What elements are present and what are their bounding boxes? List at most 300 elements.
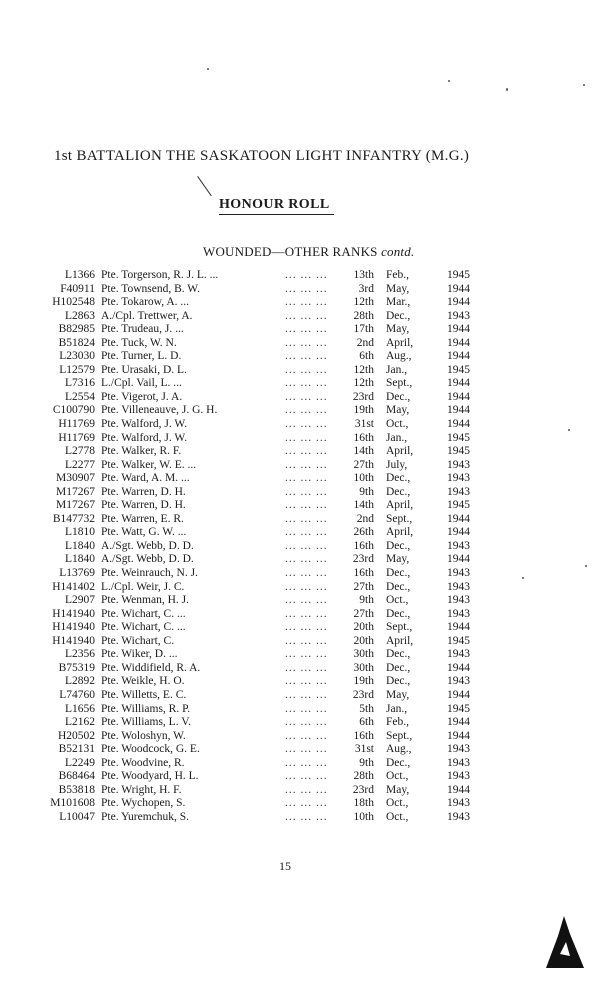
leader-dots: ... ... ... — [285, 323, 328, 336]
roll-entry — [0, 459, 611, 473]
wound-day: 30th — [353, 661, 374, 674]
wound-month: April, — [386, 445, 414, 458]
wound-day: 12th — [353, 296, 374, 309]
roll-entry — [0, 567, 611, 581]
service-number: L2863 — [64, 309, 95, 322]
roll-entry — [0, 797, 611, 811]
leader-dots: ... ... ... — [285, 661, 328, 674]
section-heading — [203, 244, 414, 260]
leader-dots: ... ... ... — [285, 363, 328, 376]
wound-year: 1943 — [447, 797, 470, 810]
page-title: 1st BATTALION THE SASKATOON LIGHT INFANTRY (M.G.) — [54, 148, 470, 164]
wound-day: 27th — [353, 607, 374, 620]
wound-year: 1944 — [447, 323, 470, 336]
wound-day: 2nd — [356, 512, 374, 525]
wound-year: 1943 — [447, 770, 470, 783]
wound-year: 1943 — [447, 648, 470, 661]
service-number: L74760 — [59, 688, 95, 701]
wound-day: 30th — [353, 648, 374, 661]
wound-year: 1943 — [447, 580, 470, 593]
roll-entry — [0, 296, 611, 310]
wound-month: Feb., — [386, 269, 409, 281]
soldier-name: Pte. Walford, J. W. — [101, 418, 188, 431]
wound-day: 6th — [359, 350, 374, 363]
wound-month: Dec., — [386, 309, 411, 322]
service-number: L2249 — [64, 756, 95, 769]
roll-entry — [0, 350, 611, 364]
wound-day: 23rd — [352, 390, 374, 403]
scan-speck — [522, 577, 524, 579]
wound-month: Mar., — [386, 296, 411, 309]
roll-entry — [0, 743, 611, 757]
roll-entry — [0, 608, 611, 622]
wound-year: 1944 — [447, 661, 470, 674]
wound-month: Aug., — [386, 743, 412, 756]
roll-entry — [0, 310, 611, 324]
service-number: B68464 — [58, 770, 95, 783]
roll-entry — [0, 581, 611, 595]
soldier-name: Pte. Torgerson, R. J. L. ... — [101, 269, 219, 281]
wound-day: 31st — [354, 743, 374, 756]
leader-dots: ... ... ... — [285, 743, 328, 756]
soldier-name: Pte. Yuremchuk, S. — [101, 810, 190, 823]
wound-year: 1944 — [447, 553, 470, 566]
leader-dots: ... ... ... — [285, 688, 328, 701]
wound-month: April, — [386, 336, 414, 349]
soldier-name: Pte. Townsend, B. W. — [101, 282, 200, 295]
wound-year: 1943 — [447, 607, 470, 620]
service-number: B51824 — [58, 336, 95, 349]
wound-year: 1943 — [447, 810, 470, 823]
wound-year: 1944 — [447, 296, 470, 309]
leader-dots: ... ... ... — [285, 770, 328, 783]
soldier-name: Pte. Weinrauch, N. J. — [101, 567, 198, 580]
roll-entry — [0, 703, 611, 717]
soldier-name: Pte. Wychopen, S. — [101, 797, 186, 810]
service-number: C100790 — [52, 404, 95, 417]
wound-year: 1943 — [447, 309, 470, 322]
soldier-name: Pte. Woodcock, G. E. — [101, 743, 200, 756]
wound-day: 18th — [353, 797, 374, 810]
leader-dots: ... ... ... — [285, 282, 328, 295]
wound-day: 17th — [353, 323, 374, 336]
service-number: L13769 — [59, 567, 95, 580]
roll-entry — [0, 540, 611, 554]
scan-speck — [448, 80, 450, 82]
wound-year: 1943 — [447, 485, 470, 498]
leader-dots: ... ... ... — [285, 404, 328, 417]
service-number: H20502 — [57, 729, 95, 742]
soldier-name: Pte. Weikle, H. O. — [101, 675, 185, 688]
service-number: F40911 — [60, 282, 95, 295]
roll-entry — [0, 526, 611, 540]
soldier-name: Pte. Wichart, C. ... — [101, 621, 186, 634]
roll-entry — [0, 364, 611, 378]
pencil-mark — [197, 176, 212, 196]
service-number: L1810 — [64, 526, 95, 539]
soldier-name: Pte. Williams, R. P. — [101, 702, 191, 715]
leader-dots: ... ... ... — [285, 716, 328, 729]
roll-entry — [0, 689, 611, 703]
wound-day: 16th — [353, 729, 374, 742]
wound-day: 9th — [359, 485, 374, 498]
roll-entry — [0, 675, 611, 689]
soldier-name: Pte. Wenman, H. J. — [101, 594, 189, 607]
wound-day: 26th — [353, 526, 374, 539]
wound-day: 13th — [353, 269, 374, 281]
wound-month: May, — [386, 688, 410, 701]
leader-dots: ... ... ... — [285, 309, 328, 322]
service-number: L1840 — [64, 553, 95, 566]
wound-day: 28th — [353, 309, 374, 322]
wound-year: 1944 — [447, 783, 470, 796]
wound-month: Dec., — [386, 661, 411, 674]
soldier-name: Pte. Walker, W. E. ... — [101, 458, 197, 471]
wound-day: 6th — [359, 716, 374, 729]
leader-dots: ... ... ... — [285, 621, 328, 634]
leader-dots: ... ... ... — [285, 499, 328, 512]
leader-dots: ... ... ... — [285, 390, 328, 403]
wound-month: Sept., — [386, 377, 413, 390]
wound-month: Dec., — [386, 567, 411, 580]
service-number: L2356 — [64, 648, 95, 661]
wound-day: 20th — [353, 634, 374, 647]
scan-speck — [506, 88, 508, 91]
wound-month: Sept., — [386, 512, 413, 525]
soldier-name: A./Sgt. Webb, D. D. — [101, 553, 194, 566]
wound-month: July, — [386, 458, 408, 471]
torn-corner-mark — [540, 914, 588, 970]
wound-year: 1944 — [447, 404, 470, 417]
wound-month: Dec., — [386, 648, 411, 661]
wound-year: 1944 — [447, 526, 470, 539]
wound-month: Sept., — [386, 621, 413, 634]
service-number: L2554 — [64, 390, 95, 403]
wound-day: 2nd — [356, 336, 374, 349]
wound-year: 1944 — [447, 621, 470, 634]
roll-entry — [0, 391, 611, 405]
wound-day: 14th — [353, 499, 374, 512]
wound-year: 1944 — [447, 688, 470, 701]
wound-year: 1944 — [447, 729, 470, 742]
wound-month: Jan., — [386, 431, 408, 444]
wound-month: Oct., — [386, 797, 409, 810]
wound-day: 16th — [353, 431, 374, 444]
wound-month: Oct., — [386, 770, 409, 783]
wound-year: 1944 — [447, 336, 470, 349]
soldier-name: Pte. Wiker, D. ... — [101, 648, 178, 661]
roll-entry — [0, 377, 611, 391]
wound-day: 19th — [353, 404, 374, 417]
service-number: L10047 — [59, 810, 95, 823]
service-number: L1840 — [64, 539, 95, 552]
service-number: L1656 — [64, 702, 95, 715]
wound-month: Oct., — [386, 810, 409, 823]
service-number: L2892 — [64, 675, 95, 688]
wound-day: 27th — [353, 580, 374, 593]
roll-entry — [0, 269, 611, 283]
soldier-name: Pte. Vigerot, J. A. — [101, 390, 183, 403]
wound-day: 28th — [353, 770, 374, 783]
wound-day: 12th — [353, 377, 374, 390]
roll-entry — [0, 486, 611, 500]
wound-month: Dec., — [386, 675, 411, 688]
wound-month: Dec., — [386, 756, 411, 769]
soldier-name: Pte. Williams, L. V. — [101, 716, 191, 729]
leader-dots: ... ... ... — [285, 445, 328, 458]
wound-month: April, — [386, 634, 414, 647]
wound-day: 3rd — [358, 282, 374, 295]
wound-month: Dec., — [386, 607, 411, 620]
leader-dots: ... ... ... — [285, 526, 328, 539]
soldier-name: Pte. Woodyard, H. L. — [101, 770, 199, 783]
roll-entry — [0, 648, 611, 662]
wound-day: 19th — [353, 675, 374, 688]
leader-dots: ... ... ... — [285, 756, 328, 769]
scan-speck — [568, 429, 570, 431]
wound-day: 5th — [359, 702, 374, 715]
leader-dots: ... ... ... — [285, 539, 328, 552]
leader-dots: ... ... ... — [285, 458, 328, 471]
wound-year: 1944 — [447, 282, 470, 295]
leader-dots: ... ... ... — [285, 797, 328, 810]
soldier-name: Pte. Villeneauve, J. G. H. — [101, 404, 218, 417]
leader-dots: ... ... ... — [285, 512, 328, 525]
wound-day: 9th — [359, 756, 374, 769]
wound-month: May, — [386, 282, 410, 295]
roll-entry — [0, 716, 611, 730]
wound-month: May, — [386, 323, 410, 336]
roll-entry — [0, 635, 611, 649]
wound-month: May, — [386, 783, 410, 796]
roll-entry — [0, 472, 611, 486]
wound-year: 1943 — [447, 458, 470, 471]
leader-dots: ... ... ... — [285, 350, 328, 363]
wound-month: May, — [386, 404, 410, 417]
wound-day: 10th — [353, 472, 374, 485]
soldier-name: A./Cpl. Trettwer, A. — [101, 309, 193, 322]
soldier-name: L./Cpl. Weir, J. C. — [101, 580, 185, 593]
service-number: H102548 — [52, 296, 95, 309]
roll-entry — [0, 323, 611, 337]
service-number: L2778 — [64, 445, 95, 458]
soldier-name: Pte. Trudeau, J. ... — [101, 323, 184, 336]
roll-entry — [0, 337, 611, 351]
wound-month: Oct., — [386, 594, 409, 607]
page-number: 15 — [279, 859, 291, 873]
leader-dots: ... ... ... — [285, 594, 328, 607]
wound-year: 1945 — [447, 269, 470, 281]
wound-day: 10th — [353, 810, 374, 823]
soldier-name: A./Sgt. Webb, D. D. — [101, 539, 194, 552]
soldier-name: Pte. Walford, J. W. — [101, 431, 188, 444]
scan-speck — [207, 68, 209, 70]
wound-year: 1943 — [447, 743, 470, 756]
service-number: B147732 — [52, 512, 95, 525]
leader-dots: ... ... ... — [285, 783, 328, 796]
wound-year: 1944 — [447, 512, 470, 525]
roll-entry — [0, 418, 611, 432]
wound-day: 31st — [354, 418, 374, 431]
soldier-name: L./Cpl. Vail, L. ... — [101, 377, 182, 390]
wound-month: Dec., — [386, 472, 411, 485]
wound-year: 1943 — [447, 472, 470, 485]
leader-dots: ... ... ... — [285, 296, 328, 309]
service-number: M101608 — [50, 797, 95, 810]
soldier-name: Pte. Tuck, W. N. — [101, 336, 177, 349]
roll-entry — [0, 784, 611, 798]
wound-year: 1945 — [447, 499, 470, 512]
leader-dots: ... ... ... — [285, 336, 328, 349]
leader-dots: ... ... ... — [285, 702, 328, 715]
service-number: L2907 — [64, 594, 95, 607]
service-number: H141940 — [52, 621, 95, 634]
leader-dots: ... ... ... — [285, 431, 328, 444]
wound-year: 1945 — [447, 431, 470, 444]
soldier-name: Pte. Woodvine, R. — [101, 756, 185, 769]
soldier-name: Pte. Widdifield, R. A. — [101, 661, 201, 674]
wound-day: 16th — [353, 539, 374, 552]
wound-year: 1943 — [447, 567, 470, 580]
roll-entry — [0, 594, 611, 608]
roll-entry — [0, 513, 611, 527]
leader-dots: ... ... ... — [285, 607, 328, 620]
leader-dots: ... ... ... — [285, 472, 328, 485]
wound-year: 1943 — [447, 594, 470, 607]
wound-month: Jan., — [386, 702, 408, 715]
wound-month: Dec., — [386, 539, 411, 552]
scan-speck — [585, 565, 587, 567]
service-number: L2277 — [64, 458, 95, 471]
section-title: WOUNDED—OTHER RANKS — [203, 244, 378, 259]
soldier-name: Pte. Wichart, C. ... — [101, 607, 186, 620]
wound-day: 27th — [353, 458, 374, 471]
roll-entry — [0, 811, 611, 825]
service-number: M17267 — [56, 485, 95, 498]
leader-dots: ... ... ... — [285, 580, 328, 593]
scan-speck — [583, 84, 585, 86]
wound-month: Feb., — [386, 716, 409, 729]
roll-entry — [0, 404, 611, 418]
wound-month: Dec., — [386, 485, 411, 498]
soldier-name: Pte. Wichart, C. — [101, 634, 175, 647]
wound-year: 1945 — [447, 445, 470, 458]
subtitle-underline — [219, 214, 334, 215]
soldier-name: Pte. Wright, H. F. — [101, 783, 182, 796]
roll-entry — [0, 283, 611, 297]
honour-roll-subtitle: HONOUR ROLL — [219, 197, 330, 212]
wound-day: 14th — [353, 445, 374, 458]
wound-month: Aug., — [386, 350, 412, 363]
wound-month: Oct., — [386, 418, 409, 431]
service-number: L1366 — [64, 269, 95, 281]
service-number: B53818 — [58, 783, 95, 796]
leader-dots: ... ... ... — [285, 567, 328, 580]
wound-year: 1945 — [447, 702, 470, 715]
wound-month: Jan., — [386, 363, 408, 376]
wound-year: 1943 — [447, 756, 470, 769]
soldier-name: Pte. Warren, E. R. — [101, 512, 184, 525]
wound-month: Sept., — [386, 729, 413, 742]
wound-month: April, — [386, 526, 414, 539]
honour-roll-list — [0, 269, 611, 824]
service-number: L23030 — [59, 350, 95, 363]
wound-year: 1944 — [447, 716, 470, 729]
roll-entry — [0, 621, 611, 635]
leader-dots: ... ... ... — [285, 675, 328, 688]
leader-dots: ... ... ... — [285, 485, 328, 498]
service-number: H141940 — [52, 634, 95, 647]
wound-year: 1943 — [447, 539, 470, 552]
soldier-name: Pte. Turner, L. D. — [101, 350, 182, 363]
leader-dots: ... ... ... — [285, 269, 328, 281]
soldier-name: Pte. Watt, G. W. ... — [101, 526, 187, 539]
wound-month: May, — [386, 553, 410, 566]
roll-entry — [0, 757, 611, 771]
service-number: M17267 — [56, 499, 95, 512]
soldier-name: Pte. Woloshyn, W. — [101, 729, 186, 742]
soldier-name: Pte. Ward, A. M. ... — [101, 472, 190, 485]
leader-dots: ... ... ... — [285, 648, 328, 661]
wound-year: 1945 — [447, 363, 470, 376]
service-number: H11769 — [58, 431, 95, 444]
service-number: H11769 — [58, 418, 95, 431]
leader-dots: ... ... ... — [285, 553, 328, 566]
service-number: L7316 — [64, 377, 95, 390]
roll-entry — [0, 730, 611, 744]
wound-day: 23rd — [352, 688, 374, 701]
roll-entry — [0, 499, 611, 513]
wound-day: 23rd — [352, 783, 374, 796]
wound-year: 1944 — [447, 418, 470, 431]
soldier-name: Pte. Willetts, E. C. — [101, 688, 187, 701]
wound-year: 1944 — [447, 377, 470, 390]
leader-dots: ... ... ... — [285, 634, 328, 647]
wound-day: 16th — [353, 567, 374, 580]
roll-entry — [0, 553, 611, 567]
roll-entry — [0, 445, 611, 459]
service-number: B52131 — [58, 743, 95, 756]
wound-month: April, — [386, 499, 414, 512]
wound-day: 23rd — [352, 553, 374, 566]
service-number: B75319 — [58, 661, 95, 674]
leader-dots: ... ... ... — [285, 729, 328, 742]
section-contd: contd. — [381, 244, 415, 259]
soldier-name: Pte. Urasaki, D. L. — [101, 363, 187, 376]
wound-year: 1944 — [447, 390, 470, 403]
roll-entry — [0, 770, 611, 784]
wound-year: 1944 — [447, 350, 470, 363]
leader-dots: ... ... ... — [285, 377, 328, 390]
wound-day: 20th — [353, 621, 374, 634]
service-number: L2162 — [64, 716, 95, 729]
service-number: H141940 — [52, 607, 95, 620]
roll-entry — [0, 432, 611, 446]
leader-dots: ... ... ... — [285, 418, 328, 431]
leader-dots: ... ... ... — [285, 810, 328, 823]
service-number: B82985 — [58, 323, 95, 336]
wound-year: 1943 — [447, 675, 470, 688]
service-number: M30907 — [56, 472, 95, 485]
wound-day: 12th — [353, 363, 374, 376]
wound-month: Dec., — [386, 580, 411, 593]
wound-month: Dec., — [386, 390, 411, 403]
soldier-name: Pte. Tokarow, A. ... — [101, 296, 189, 309]
service-number: L12579 — [59, 363, 95, 376]
roll-entry — [0, 662, 611, 676]
soldier-name: Pte. Walker, R. F. — [101, 445, 182, 458]
soldier-name: Pte. Warren, D. H. — [101, 499, 186, 512]
